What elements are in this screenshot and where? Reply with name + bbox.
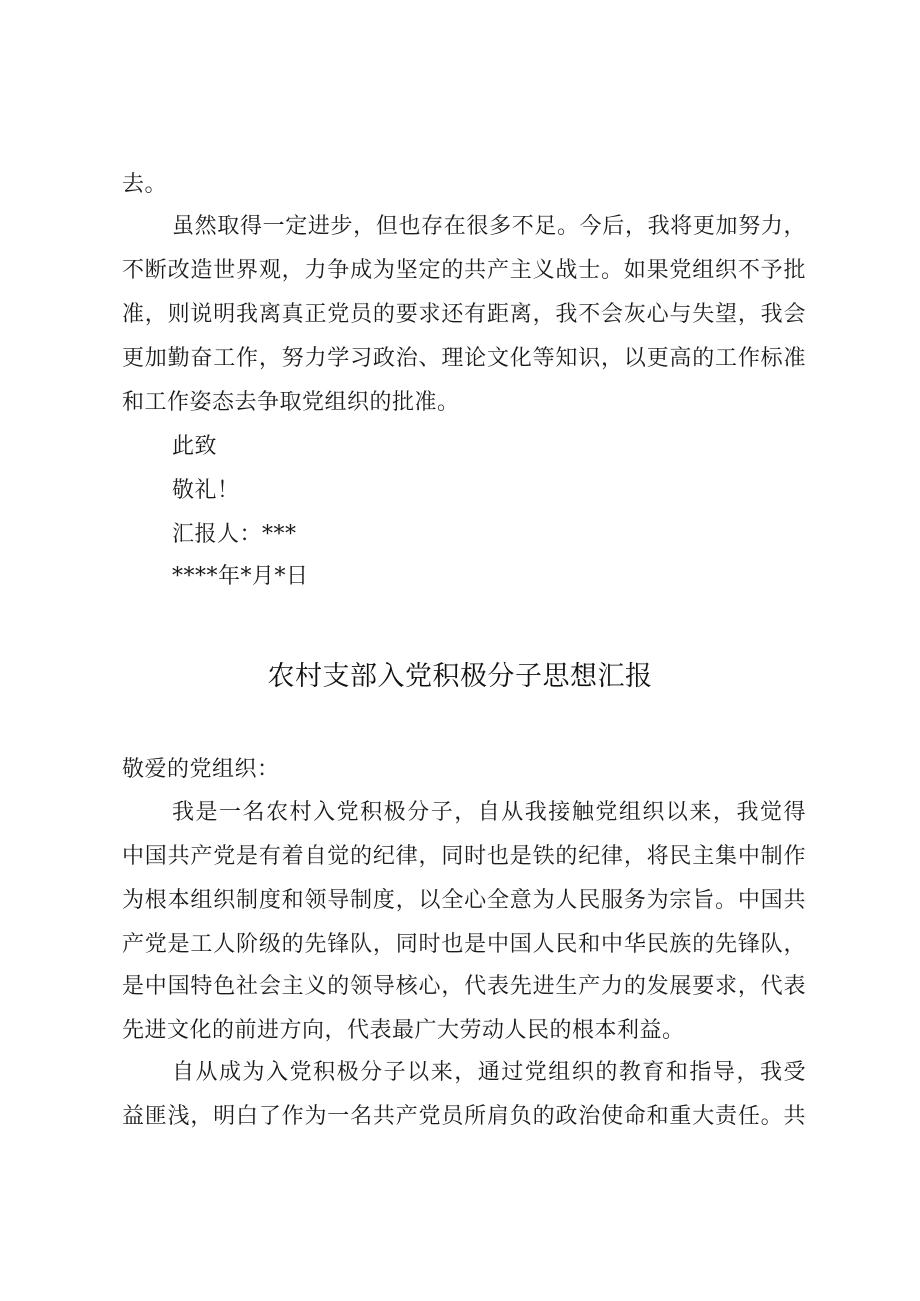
report-title: 农村支部入党积极分子思想汇报 [267, 661, 653, 692]
salute-text: 敬礼！ [172, 478, 240, 503]
text-line: 准，则说明我离真正党员的要求还有距离，我不会灰心与失望，我会 [122, 302, 806, 327]
text-line: 更加勤奋工作，努力学习政治、理论文化等知识，以更高的工作标准 [122, 346, 806, 371]
text-line: 产党是工人阶级的先锋队，同时也是中国人民和中华民族的先锋队， [122, 932, 806, 957]
text-line: 为根本组织制度和领导制度，以全心全意为人民服务为宗旨。中国共 [122, 888, 806, 913]
text-line: 自从成为入党积极分子以来，通过党组织的教育和指导，我受 [172, 1060, 806, 1085]
text-line: 去。 [122, 172, 168, 197]
text-line: 和工作姿态去争取党组织的批准。 [122, 390, 460, 415]
text-line: 是中国特色社会主义的领导核心，代表先进生产力的发展要求，代表 [122, 974, 806, 999]
text-line: 益匪浅，明白了作为一名共产党员所肩负的政治使命和重大责任。共 [122, 1104, 806, 1129]
text-line: 不断改造世界观，力争成为坚定的共产主义战士。如果党组织不予批 [122, 258, 806, 283]
reporter-signature: 汇报人：*** [172, 522, 297, 547]
salutation: 敬爱的党组织： [122, 757, 280, 782]
text-line: 先进文化的前进方向，代表最广大劳动人民的根本利益。 [122, 1018, 685, 1043]
closing-text: 此致 [172, 434, 218, 459]
text-line: 中国共产党是有着自觉的纪律，同时也是铁的纪律，将民主集中制作 [122, 844, 806, 869]
text-line: 虽然取得一定进步，但也存在很多不足。今后，我将更加努力， [172, 214, 806, 239]
report-date: ****年*月*日 [172, 564, 309, 589]
text-line: 我是一名农村入党积极分子，自从我接触党组织以来，我觉得 [172, 800, 806, 825]
